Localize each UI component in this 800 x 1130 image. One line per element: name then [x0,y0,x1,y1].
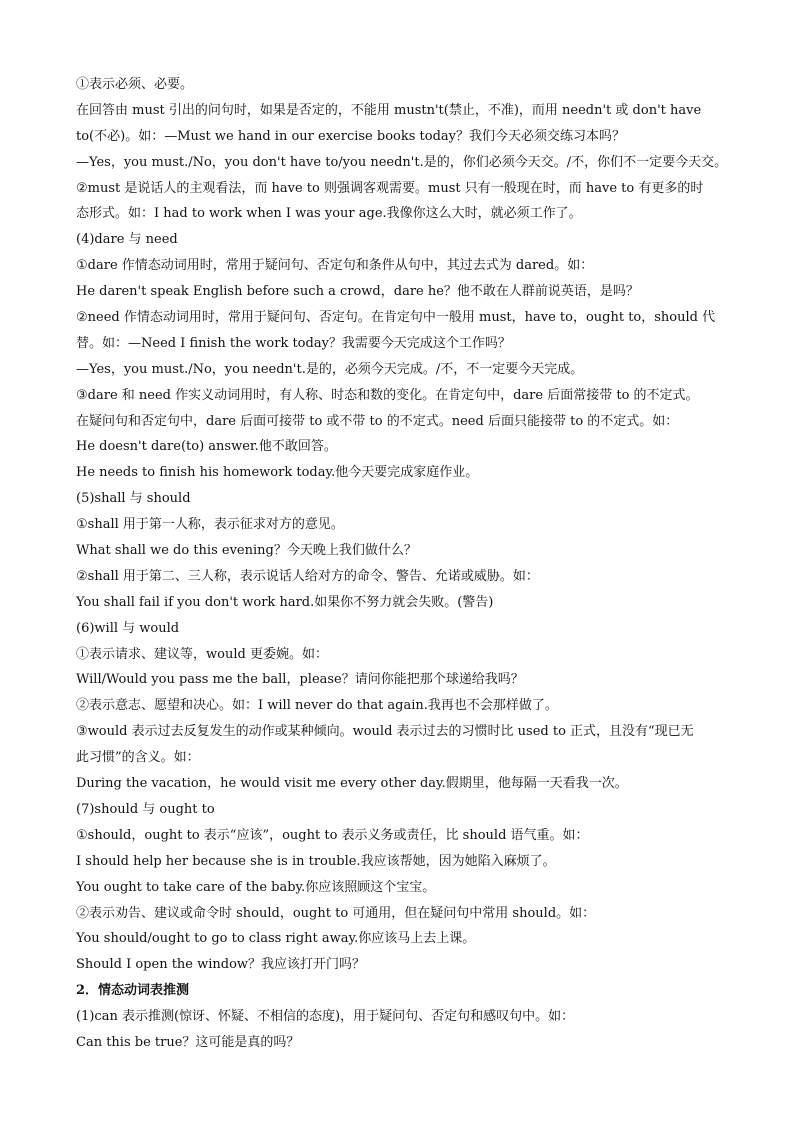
text-line: ②表示意志、愿望和决心。如：I will never do that again.我再也不会那样做了。 [76,698,558,714]
text-line: to(不必)。如：—Must we hand in our exercise books today？我们今天必须交练习本吗？ [76,128,626,144]
section-heading: (5)shall 与 should [76,491,191,507]
text-line: 在回答由 must 引出的问句时，如果是否定的，不能用 mustn't(禁止，不准)，而用 needn't 或 don't have [76,102,702,118]
text-line: 替。如：—Need I finish the work today？我需要今天完成这个工作吗？ [76,335,511,351]
text-line: ③dare 和 need 作实义动词用时，有人称、时态和数的变化。在肯定句中，dare 后面常接带 to 的不定式。 [76,387,699,403]
text-line: ②shall 用于第二、三人称，表示说话人给对方的命令、警告、允诺或威胁。如： [76,568,539,584]
section-heading: (7)should 与 ought to [76,801,215,817]
text-line: Will/Would you pass me the ball，please？请问你能把那个球递给我吗？ [76,672,524,688]
text-line: You ought to take care of the baby.你应该照顾这个宝宝。 [76,879,436,895]
text-line: You shall fail if you don't work hard.如果你不努力就会失败。(警告) [76,594,494,610]
text-line: Can this be true？这可能是真的吗？ [76,1034,300,1050]
text-line: 此习惯”的含义。如： [76,750,200,766]
section-heading: (6)will 与 would [76,620,180,636]
text-line: You should/ought to go to class right away.你应该马上去上课。 [76,931,476,947]
text-line: —Yes，you must./No，you don't have to/you needn't.是的，你们必须今天交。/不，你们不一定要今天交。 [76,154,728,170]
text-line: 在疑问句和否定句中，dare 后面可接带 to 或不带 to 的不定式。need 后面只能接带 to 的不定式。如： [76,413,679,429]
text-line: ②must 是说话人的主观看法，而 have to 则强调客观需要。must 只有一般现在时，而 have to 有更多的时 [76,180,704,196]
numbered-heading: 2．情态动词表推测 [76,983,190,999]
document-page [76,72,732,1056]
text-line: ①shall 用于第一人称，表示征求对方的意见。 [76,517,344,533]
text-line: During the vacation，he would visit me every other day.假期里，他每隔一天看我一次。 [76,776,628,792]
text-line: ①表示必须、必要。 [76,77,194,92]
text-line: ①should，ought to 表示“应该”，ought to 表示义务或责任，比 should 语气重。如： [76,827,589,843]
text-line: ③would 表示过去反复发生的动作或某种倾向。would 表示过去的习惯时比 used to 正式，且没有“现已无 [76,724,694,740]
text-line: (1)can 表示推测(惊讶、怀疑、不相信的态度)，用于疑问句、否定句和感叹句中。如： [76,1009,575,1025]
text-line: He needs to finish his homework today.他今天要完成家庭作业。 [76,465,479,481]
text-line: ②need 作情态动词用时，常用于疑问句、否定句。在肯定句中一般用 must，have to，ought to，should 代 [76,310,716,326]
text-line: ①表示请求、建议等，would 更委婉。如： [76,646,328,662]
text-line: He daren't speak English before such a crowd，dare he？他不敢在人群前说英语，是吗？ [76,284,639,300]
text-line: ②表示劝告、建议或命令时 should，ought to 可通用，但在疑问句中常用 should。如： [76,905,596,921]
text-line: He doesn't dare(to) answer.他不敢回答。 [76,439,337,455]
text-line: —Yes，you must./No，you needn't.是的，必须今天完成。/不，不一定要今天完成。 [76,361,584,377]
text-line: What shall we do this evening？今天晚上我们做什么？ [76,543,417,559]
text-line: 态形式。如：I had to work when I was your age.我像你这么大时，就必须工作了。 [76,206,582,222]
section-heading: (4)dare 与 need [76,232,178,248]
text-line: ①dare 作情态动词用时，常用于疑问句、否定句和条件从句中，其过去式为 dared。如： [76,258,594,274]
text-line: Should I open the window？我应该打开门吗？ [76,957,366,973]
text-line: I should help her because she is in trouble.我应该帮她，因为她陷入麻烦了。 [76,853,556,869]
